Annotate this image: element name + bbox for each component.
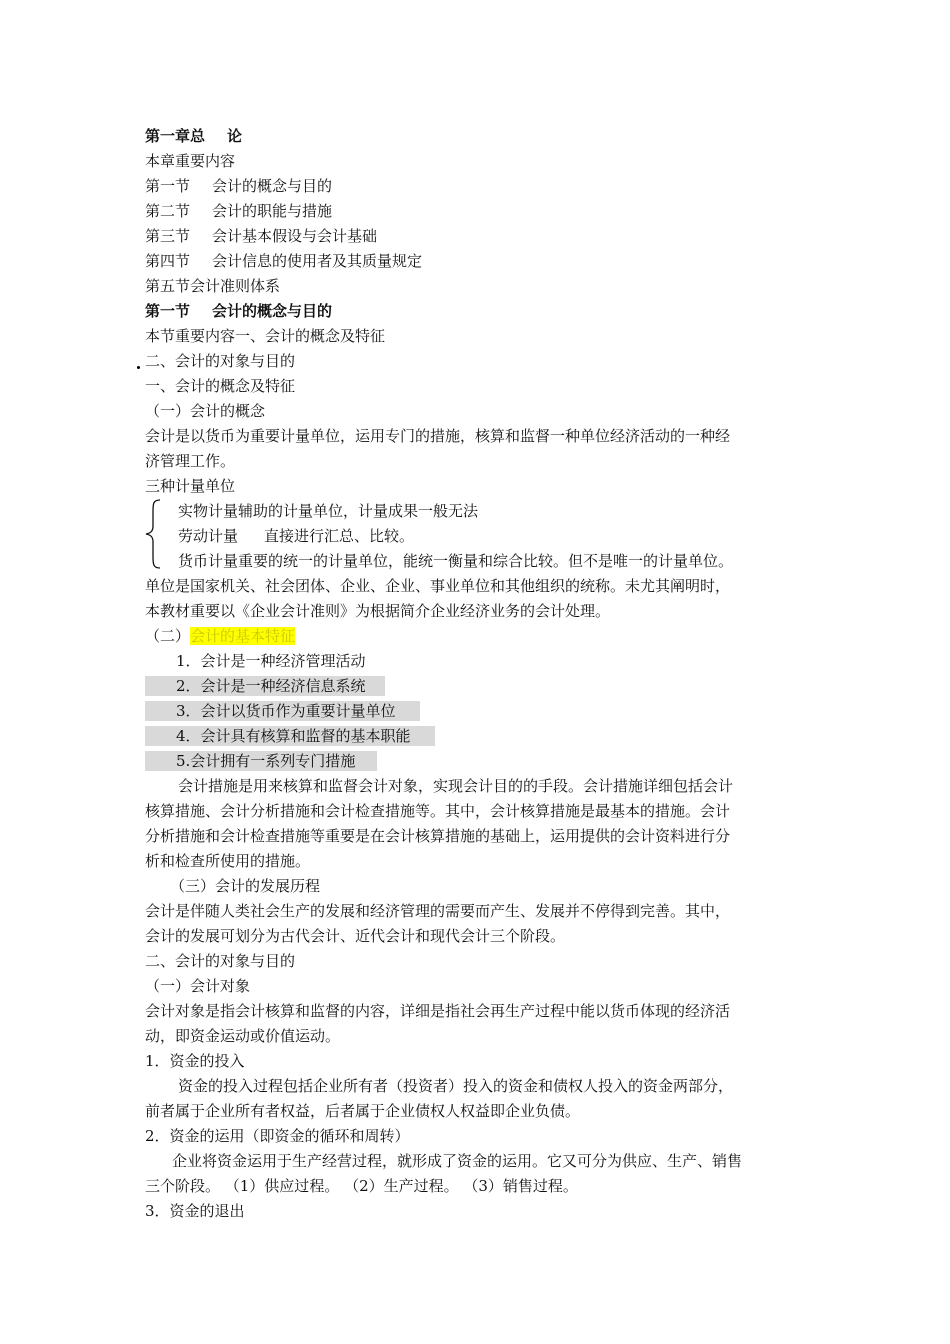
toc-item: 第四节 会计信息的使用者及其质量规定 xyxy=(145,252,423,270)
toc-heading: 本章重要内容 xyxy=(145,152,236,170)
paragraph-line: 济管理工作。 xyxy=(145,452,236,470)
subsection-heading: （二）会计的基本特征 xyxy=(145,627,296,645)
bullet-dot xyxy=(137,366,140,369)
unit-item: 劳动计量 直接进行汇总、比较。 xyxy=(178,527,415,545)
paragraph-line: 会计是伴随人类社会生产的发展和经济管理的需要而产生、发展并不停得到完善。其中， xyxy=(145,902,731,920)
unit-item: 实物计量辅助的计量单位，计量成果一般无法 xyxy=(178,502,479,520)
toc-item: 第三节 会计基本假设与会计基础 xyxy=(145,227,378,245)
subsection-heading: （一）会计对象 xyxy=(145,977,251,995)
units-heading: 三种计量单位 xyxy=(145,477,236,495)
paragraph-line: 会计的发展可划分为古代会计、近代会计和现代会计三个阶段。 xyxy=(145,927,566,945)
part-heading: 一、会计的概念及特征 xyxy=(145,377,296,395)
paragraph-line: 本教材重要以《企业会计准则》为根据简介企业经济业务的会计处理。 xyxy=(145,602,611,620)
toc-item: 第二节 会计的职能与措施 xyxy=(145,202,333,220)
section-overview: 本节重要内容一、会计的概念及特征 xyxy=(145,327,386,345)
paragraph-line: 析和检查所使用的措施。 xyxy=(145,852,311,870)
section-heading: 第一节 会计的概念与目的 xyxy=(145,302,333,320)
paragraph-line: 企业将资金运用于生产经营过程，就形成了资金的运用。它又可分为供应、生产、销售 xyxy=(172,1152,743,1170)
paragraph-line: 会计是以货币为重要计量单位，运用专门的措施，核算和监督一种单位经济活动的一种经 xyxy=(145,427,731,445)
paragraph-line: 会计对象是指会计核算和监督的内容，详细是指社会再生产过程中能以货币体现的经济活 xyxy=(145,1002,731,1020)
curly-brace-icon xyxy=(144,498,162,570)
paragraph-line: 动，即资金运动或价值运动。 xyxy=(145,1027,341,1045)
feature-item: 2．会计是一种经济信息系统 xyxy=(145,676,385,696)
item-heading: 2．资金的运用（即资金的循环和周转） xyxy=(145,1127,410,1145)
toc-item: 第一节 会计的概念与目的 xyxy=(145,177,333,195)
subsection-heading: （三）会计的发展历程 xyxy=(170,877,321,895)
paragraph-line: 前者属于企业所有者权益，后者属于企业债权人权益即企业负债。 xyxy=(145,1102,581,1120)
paragraph-line: 单位是国家机关、社会团体、企业、企业、事业单位和其他组织的统称。未尤其阐明时， xyxy=(145,577,731,595)
unit-item: 货币计量重要的统一的计量单位，能统一衡量和综合比较。但不是唯一的计量单位。 xyxy=(178,552,734,570)
feature-item: 4．会计具有核算和监督的基本职能 xyxy=(145,726,435,746)
part-heading: 二、会计的对象与目的 xyxy=(145,952,296,970)
item-heading: 3．资金的退出 xyxy=(145,1202,245,1220)
paragraph-line: 三个阶段。 （1）供应过程。 （2）生产过程。 （3）销售过程。 xyxy=(145,1177,578,1195)
toc-item: 第五节会计准则体系 xyxy=(145,277,281,295)
feature-item: 1．会计是一种经济管理活动 xyxy=(176,652,366,670)
section-overview: 二、会计的对象与目的 xyxy=(145,352,296,370)
feature-item: 5.会计拥有一系列专门措施 xyxy=(145,751,377,771)
paragraph-line: 资金的投入过程包括企业所有者（投资者）投入的资金和债权人投入的资金两部分， xyxy=(178,1077,734,1095)
paragraph-line: 核算措施、会计分析措施和会计检查措施等。其中，会计核算措施是最基本的措施。会计 xyxy=(145,802,731,820)
item-heading: 1．资金的投入 xyxy=(145,1052,245,1070)
paragraph-line: 会计措施是用来核算和监督会计对象，实现会计目的的手段。会计措施详细包括会计 xyxy=(178,777,734,795)
feature-item: 3．会计以货币作为重要计量单位 xyxy=(145,701,420,721)
highlighted-title: 会计的基本特征 xyxy=(190,627,296,645)
chapter-title: 第一章总 论 xyxy=(145,127,243,145)
subsection-heading: （一）会计的概念 xyxy=(145,402,266,420)
paragraph-line: 分析措施和会计检查措施等重要是在会计核算措施的基础上，运用提供的会计资料进行分 xyxy=(145,827,731,845)
